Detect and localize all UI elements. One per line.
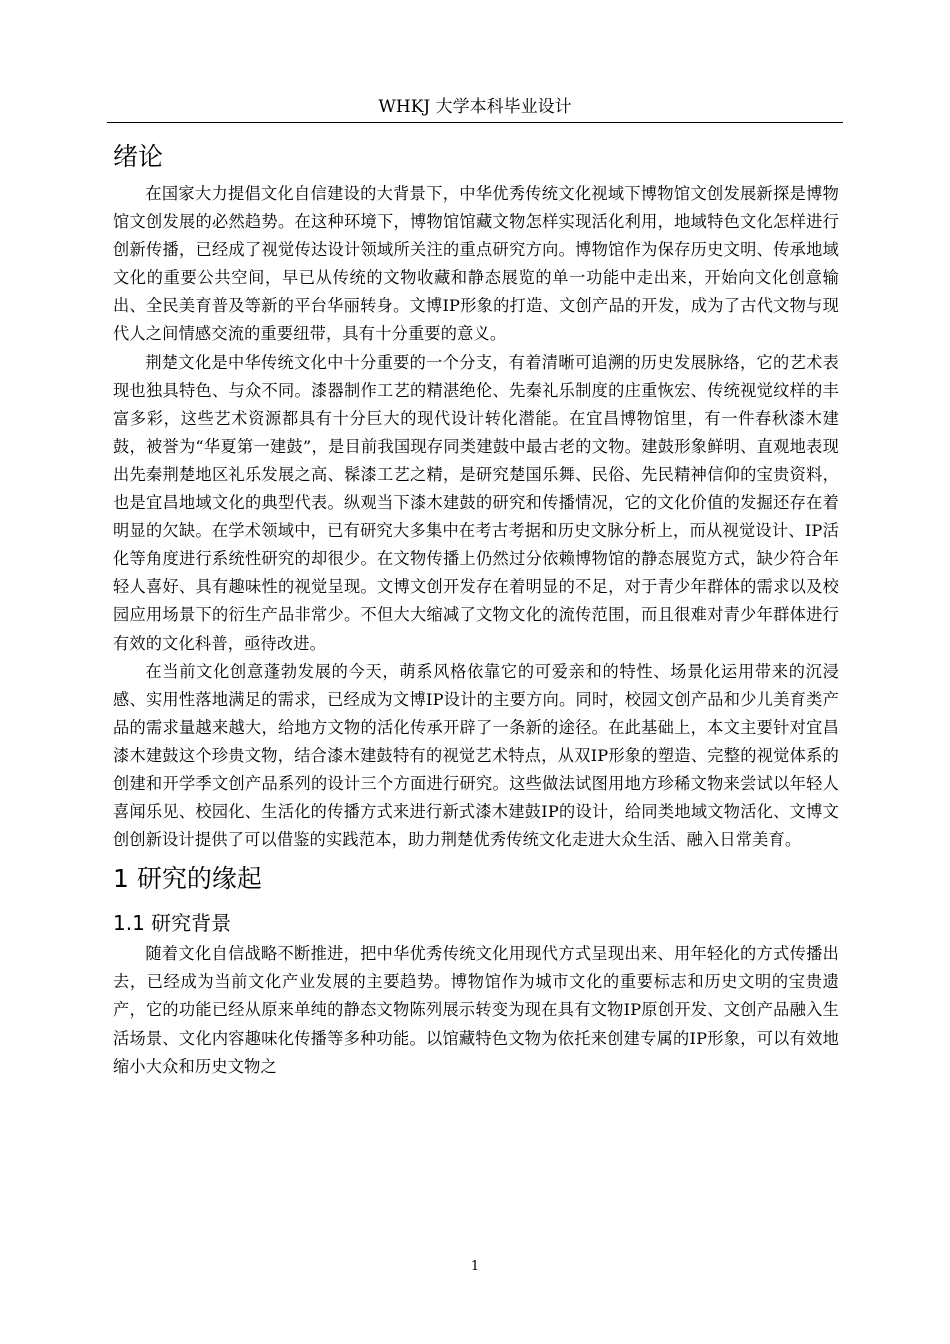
header-rule: [107, 122, 843, 123]
subsection-1-1-paragraph-1: 随着文化自信战略不断推进，把中华优秀传统文化用现代方式呈现出来、用年轻化的方式传播出去，已经成为当前文化产业发展的主要趋势。博物馆作为城市文化的重要标志和历史文明的宝贵遗产，它的功能已经从原来单纯的静态文物陈列展示转变为现在具有文物IP原创开发、文创产品融入生活场景、文化内容趣味化传播等多种功能。以馆藏特色文物为依托来创建专属的IP形象，可以有效地缩小大众和历史文物之: [113, 944, 839, 1076]
intro-paragraph-1: 在国家大力提倡文化自信建设的大背景下，中华优秀传统文化视域下博物馆文创发展新探是博物馆文创发展的必然趋势。在这种环境下，博物馆馆藏文物怎样实现活化利用，地域特色文化怎样进行创新传播，已经成了视觉传达设计领域所关注的重点研究方向。博物馆作为保存历史文明、传承地域文化的重要公共空间，早已从传统的文物收藏和静态展览的单一功能中走出来，开始向文化创意输出、全民美育普及等新的平台华丽转身。文博IP形象的打造、文创产品的开发，成为了古代文物与现代人之间情感交流的重要纽带，具有十分重要的意义。: [113, 184, 839, 344]
document-body: [113, 136, 839, 1081]
section-1-heading: 1 研究的缘起: [113, 864, 262, 894]
intro-paragraph-2: 荆楚文化是中华传统文化中十分重要的一个分支，有着清晰可追溯的历史发展脉络，它的艺术表现也独具特色、与众不同。漆器制作工艺的精湛绝伦、先秦礼乐制度的庄重恢宏、传统视觉纹样的丰富多彩，这些艺术资源都具有十分巨大的现代设计转化潜能。在宜昌博物馆里，有一件春秋漆木建鼓，被誉为“华夏第一建鼓”，是目前我国现存同类建鼓中最古老的文物。建鼓形象鲜明、直观地表现出先秦荆楚地区礼乐发展之高、髹漆工艺之精，是研究楚国乐舞、民俗、先民精神信仰的宝贵资料，也是宜昌地域文化的典型代表。纵观当下漆木建鼓的研究和传播情况，它的文化价值的发掘还存在着明显的欠缺。在学术领域中，已有研究大多集中在考古考据和历史文脉分析上，而从视觉设计、IP活化等角度进行系统性研究的却很少。在文物传播上仍然过分依赖博物馆的静态展览方式，缺少符合年轻人喜好、具有趣味性的视觉呈现。文博文创开发存在着明显的不足，对于青少年群体的需求以及校园应用场景下的衍生产品非常少。不但大大缩减了文物文化的流传范围，而且很难对青少年群体进行有效的文化科普，亟待改进。: [113, 352, 839, 653]
page-header: [107, 94, 843, 122]
subsection-1-1-heading: 1.1 研究背景: [113, 911, 232, 936]
page-number: 1: [470, 1259, 480, 1274]
intro-heading: 绪论: [113, 142, 164, 171]
header-title: WHKJ 大学本科毕业设计: [378, 97, 572, 117]
intro-paragraph-3: 在当前文化创意蓬勃发展的今天，萌系风格依靠它的可爱亲和的特性、场景化运用带来的沉浸感、实用性落地满足的需求，已经成为文博IP设计的主要方向。同时，校园文创产品和少儿美育类产品的需求量越来越大，给地方文物的活化传承开辟了一条新的途径。在此基础上，本文主要针对宜昌漆木建鼓这个珍贵文物，结合漆木建鼓特有的视觉艺术特点，从双IP形象的塑造、完整的视觉体系的创建和开学季文创产品系列的设计三个方面进行研究。这些做法试图用地方珍稀文物来尝试以年轻人喜闻乐见、校园化、生活化的传播方式来进行新式漆木建鼓IP的设计，给同类地域文物活化、文博文创创新设计提供了可以借鉴的实践范本，助力荆楚优秀传统文化走进大众生活、融入日常美育。: [113, 661, 839, 850]
